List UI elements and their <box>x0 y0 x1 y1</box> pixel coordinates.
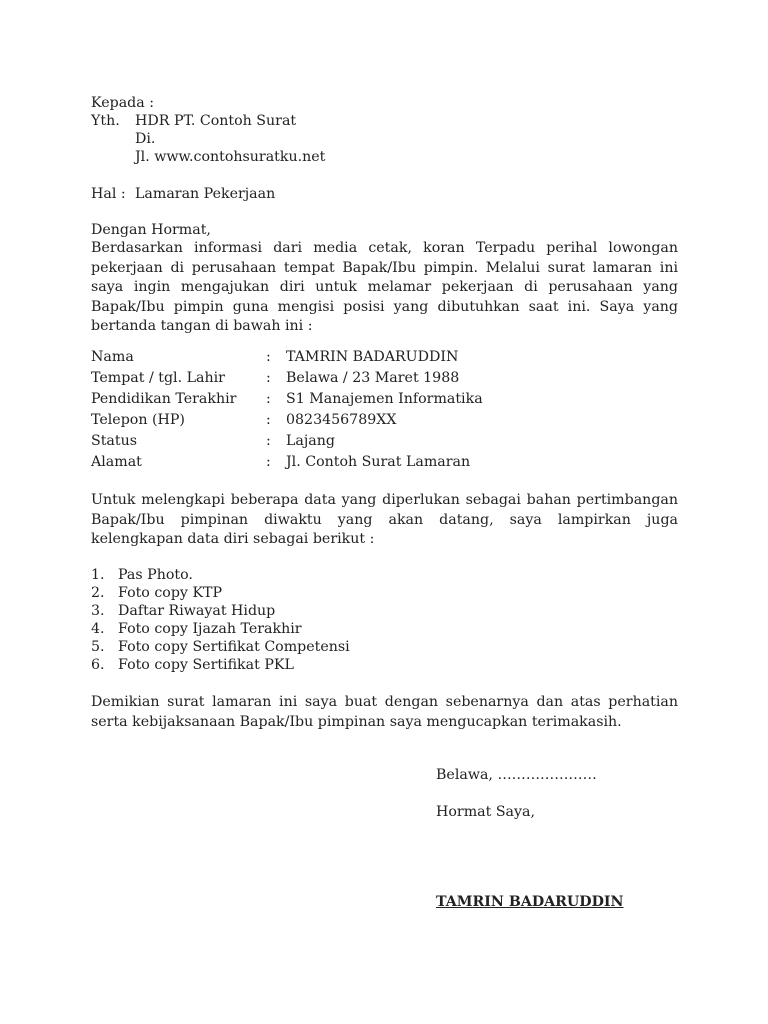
detail-value: Lajang <box>286 433 335 449</box>
intro-paragraph: Berdasarkan informasi dari media cetak, koran Terpadu perihal lowongan pekerjaan di perusahaan tempat Bapak/Ibu pimpin. Melalui surat lamaran ini saya ingin mengajukan diri untuk melamar pekerjaan di perusahaan yang Bapak/Ibu pimpin guna mengisi posisi yang dibutuhkan saat ini. Saya yang bertanda tangan di bawah ini : <box>91 240 678 334</box>
detail-value: 0823456789XX <box>286 412 397 428</box>
detail-separator: : <box>266 391 271 407</box>
recipient-greeting: Kepada : <box>91 95 154 111</box>
signature-name: TAMRIN BADARUDDIN <box>436 894 624 910</box>
recipient-yth: Yth. <box>91 113 120 129</box>
list-item: Foto copy Sertifikat Competensi <box>118 639 350 655</box>
detail-separator: : <box>266 454 271 470</box>
list-item: Daftar Riwayat Hidup <box>118 603 276 619</box>
recipient-company: HDR PT. Contoh Surat <box>135 113 297 129</box>
list-item-number: 6. <box>91 657 105 673</box>
detail-value: S1 Manajemen Informatika <box>286 391 483 407</box>
salutation: Dengan Hormat, <box>91 222 211 238</box>
detail-label: Pendidikan Terakhir <box>91 391 237 407</box>
detail-value: TAMRIN BADARUDDIN <box>286 349 459 365</box>
list-item-number: 5. <box>91 639 105 655</box>
detail-separator: : <box>266 433 271 449</box>
detail-value: Belawa / 23 Maret 1988 <box>286 370 460 386</box>
detail-label: Tempat / tgl. Lahir <box>91 370 225 386</box>
list-item: Foto copy Sertifikat PKL <box>118 657 294 673</box>
detail-value: Jl. Contoh Surat Lamaran <box>286 454 471 470</box>
list-item: Foto copy KTP <box>118 585 223 601</box>
signature-regards: Hormat Saya, <box>436 804 535 820</box>
detail-separator: : <box>266 370 271 386</box>
subject-label: Hal : <box>91 186 126 202</box>
detail-separator: : <box>266 349 271 365</box>
list-item-number: 3. <box>91 603 105 619</box>
detail-separator: : <box>266 412 271 428</box>
subject-value: Lamaran Pekerjaan <box>135 186 276 202</box>
detail-label: Status <box>91 433 137 449</box>
list-item: Foto copy Ijazah Terakhir <box>118 621 302 637</box>
list-item: Pas Photo. <box>118 567 193 583</box>
detail-label: Alamat <box>91 454 142 470</box>
recipient-street: Jl. www.contohsuratku.net <box>135 149 326 165</box>
list-item-number: 1. <box>91 567 105 583</box>
list-item-number: 4. <box>91 621 105 637</box>
list-item-number: 2. <box>91 585 105 601</box>
detail-label: Nama <box>91 349 134 365</box>
recipient-di: Di. <box>135 131 156 147</box>
signature-place-date: Belawa, ………………… <box>436 767 597 783</box>
detail-label: Telepon (HP) <box>91 412 185 428</box>
attachments-paragraph: Untuk melengkapi beberapa data yang diperlukan sebagai bahan pertimbangan Bapak/Ibu pimpinan diwaktu yang akan datang, saya lampirkan juga kelengkapan data diri sebagai berikut : <box>91 492 678 547</box>
closing-paragraph: Demikian surat lamaran ini saya buat dengan sebenarnya dan atas perhatian serta kebijaksanaan Bapak/Ibu pimpinan saya mengucapkan terimakasih. <box>91 694 678 730</box>
